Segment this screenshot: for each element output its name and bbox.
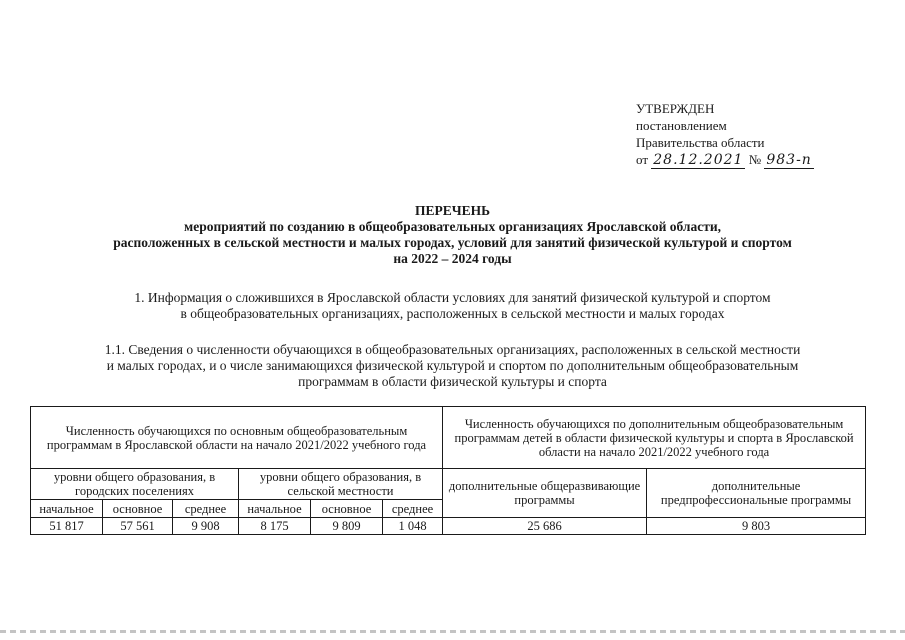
approval-date-line [636,151,814,169]
handwritten-number: 983-п [766,152,812,168]
value-additional-preprof: 9 803 [647,518,866,535]
section-1-line-1: 1. Информация о сложившихся в Ярославской области условиях для занятий физической культурой и спортом [134,290,771,305]
group-rural: уровни общего образования, в сельской местности [239,469,443,500]
section-1-1-line-1: 1.1. Сведения о численности обучающихся в общеобразовательных организациях, расположенных в сельской местности [104,342,801,357]
table-row [31,518,866,535]
level-urban-basic: основное [103,500,173,518]
date-prefix: от [636,152,649,167]
number-prefix: № [748,152,762,167]
table-subheader-row [31,469,866,500]
approval-authority: Правительства области [636,135,765,150]
students-table [30,406,866,535]
section-1-1-line-3: программам в области физической культуры и спорта [298,374,607,389]
table-header-row [31,407,866,469]
col-additional-general: дополнительные общеразвивающие программы [443,469,647,518]
section-1-line-2: в общеобразовательных организациях, расположенных в сельской местности и малых городах [180,306,725,321]
col-additional-preprof: дополнительные предпрофессиональные программы [647,469,866,518]
title-line-1: мероприятий по созданию в общеобразовательных организациях Ярославской области, [184,219,721,234]
approval-by: постановлением [636,118,727,133]
section-1-1-heading [40,342,865,390]
section-1-heading [0,290,905,322]
level-rural-basic: основное [311,500,383,518]
value-rural-secondary: 1 048 [383,518,443,535]
approval-title: УТВЕРЖДЕН [636,101,715,116]
level-urban-primary: начальное [31,500,103,518]
approval-block [636,100,814,169]
value-urban-secondary: 9 908 [173,518,239,535]
title-line-2: расположенных в сельской местности и малых городах, условий для занятий физической культурой и спортом [113,235,792,250]
value-additional-general: 25 686 [443,518,647,535]
header-main-programs: Численность обучающихся по основным общеобразовательным программам в Ярославской области на начало 2021/2022 учебного года [31,407,443,469]
scan-edge-artifact [0,630,905,633]
header-additional-programs: Численность обучающихся по дополнительным общеобразовательным программам детей в области физической культуры и спорта в Ярославской области на начало 2021/2022 учебного года [443,407,866,469]
value-rural-primary: 8 175 [239,518,311,535]
title-line-3: на 2022 – 2024 годы [393,251,512,266]
value-rural-basic: 9 809 [311,518,383,535]
value-urban-basic: 57 561 [103,518,173,535]
level-rural-secondary: среднее [383,500,443,518]
level-urban-secondary: среднее [173,500,239,518]
value-urban-primary: 51 817 [31,518,103,535]
level-rural-primary: начальное [239,500,311,518]
document-title [0,203,905,267]
section-1-1-line-2: и малых городах, и о числе занимающихся физической культурой и спортом по дополнительным общеобразовательным [106,358,799,373]
handwritten-date: 28.12.2021 [653,152,744,168]
title-heading: ПЕРЕЧЕНЬ [414,203,491,218]
group-urban: уровни общего образования, в городских поселениях [31,469,239,500]
